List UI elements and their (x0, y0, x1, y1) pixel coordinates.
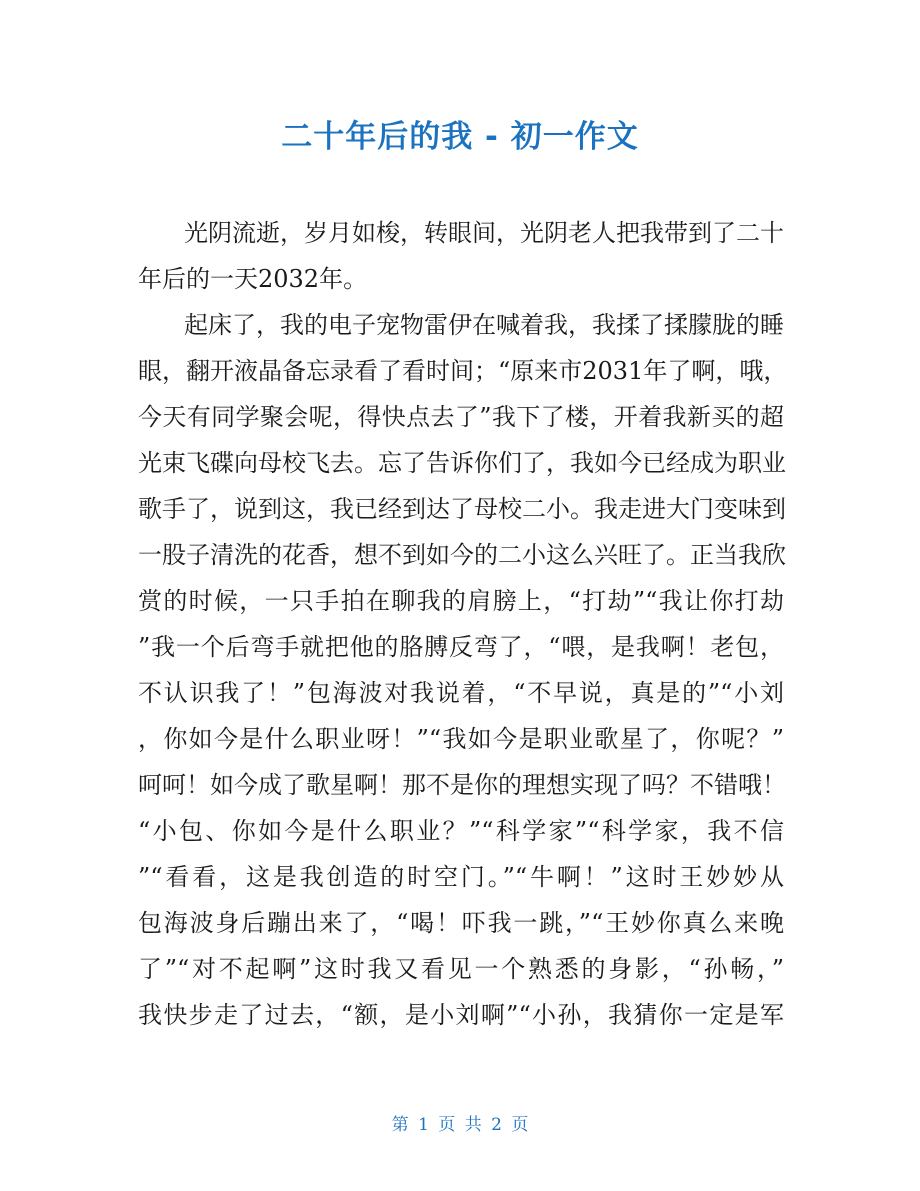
text-line: 起床了，我的电子宠物雷伊在喊着我，我揉了揉朦胧的睡 (184, 311, 784, 339)
text-line: 包海波身后蹦出来了，“喝！吓我一跳，”“王妙你真么来晚 (138, 909, 784, 937)
text-line: 今天有同学聚会呢，得快点去了”我下了楼，开着我新买的超 (138, 403, 784, 431)
text-line: 眼，翻开液晶备忘录看了看时间；“原来市2031年了啊，哦， (138, 357, 788, 385)
page-number-footer: 第 1 页 共 2 页 (391, 1115, 529, 1135)
text-line: 呵呵！如今成了歌星啊！那不是你的理想实现了吗？不错哦！ (138, 771, 786, 799)
text-line: 一股子清洗的花香，想不到如今的二小这么兴旺了。正当我欣 (138, 541, 786, 569)
text-line: ”我一个后弯手就把他的胳膊反弯了，“喂，是我啊！老包， (138, 633, 784, 661)
text-line: 了”“对不起啊”这时我又看见一个熟悉的身影，“孙畅，” (138, 955, 784, 983)
document-body (138, 210, 788, 1038)
text-line: 我快步走了过去，“额，是小刘啊”“小孙，我猜你一定是军 (138, 1001, 784, 1029)
text-line: 不认识我了！”包海波对我说着，“不早说，真是的”“小刘 (138, 679, 784, 707)
text-line: 光阴流逝，岁月如梭，转眼间，光阴老人把我带到了二十 (184, 219, 784, 247)
text-line: 年后的一天2032年。 (138, 265, 368, 293)
paragraph (138, 302, 788, 1038)
document-title: 二十年后的我 - 初一作文 (281, 119, 639, 155)
text-line: 赏的时候，一只手拍在聊我的肩膀上，“打劫”“我让你打劫 (138, 587, 784, 615)
text-line: 光束飞碟向母校飞去。忘了告诉你们了，我如今已经成为职业 (138, 449, 786, 477)
text-line: 歌手了，说到这，我已经到达了母校二小。我走进大门变味到 (138, 495, 786, 523)
text-line: ”“看看，这是我创造的时空门。”“牛啊！”这时王妙妙从 (138, 863, 784, 891)
paragraph (138, 210, 784, 302)
text-line: ，你如今是什么职业呀！”“我如今是职业歌星了，你呢？” (138, 725, 784, 753)
text-line: “小包、你如今是什么职业？”“科学家”“科学家，我不信 (138, 817, 784, 845)
